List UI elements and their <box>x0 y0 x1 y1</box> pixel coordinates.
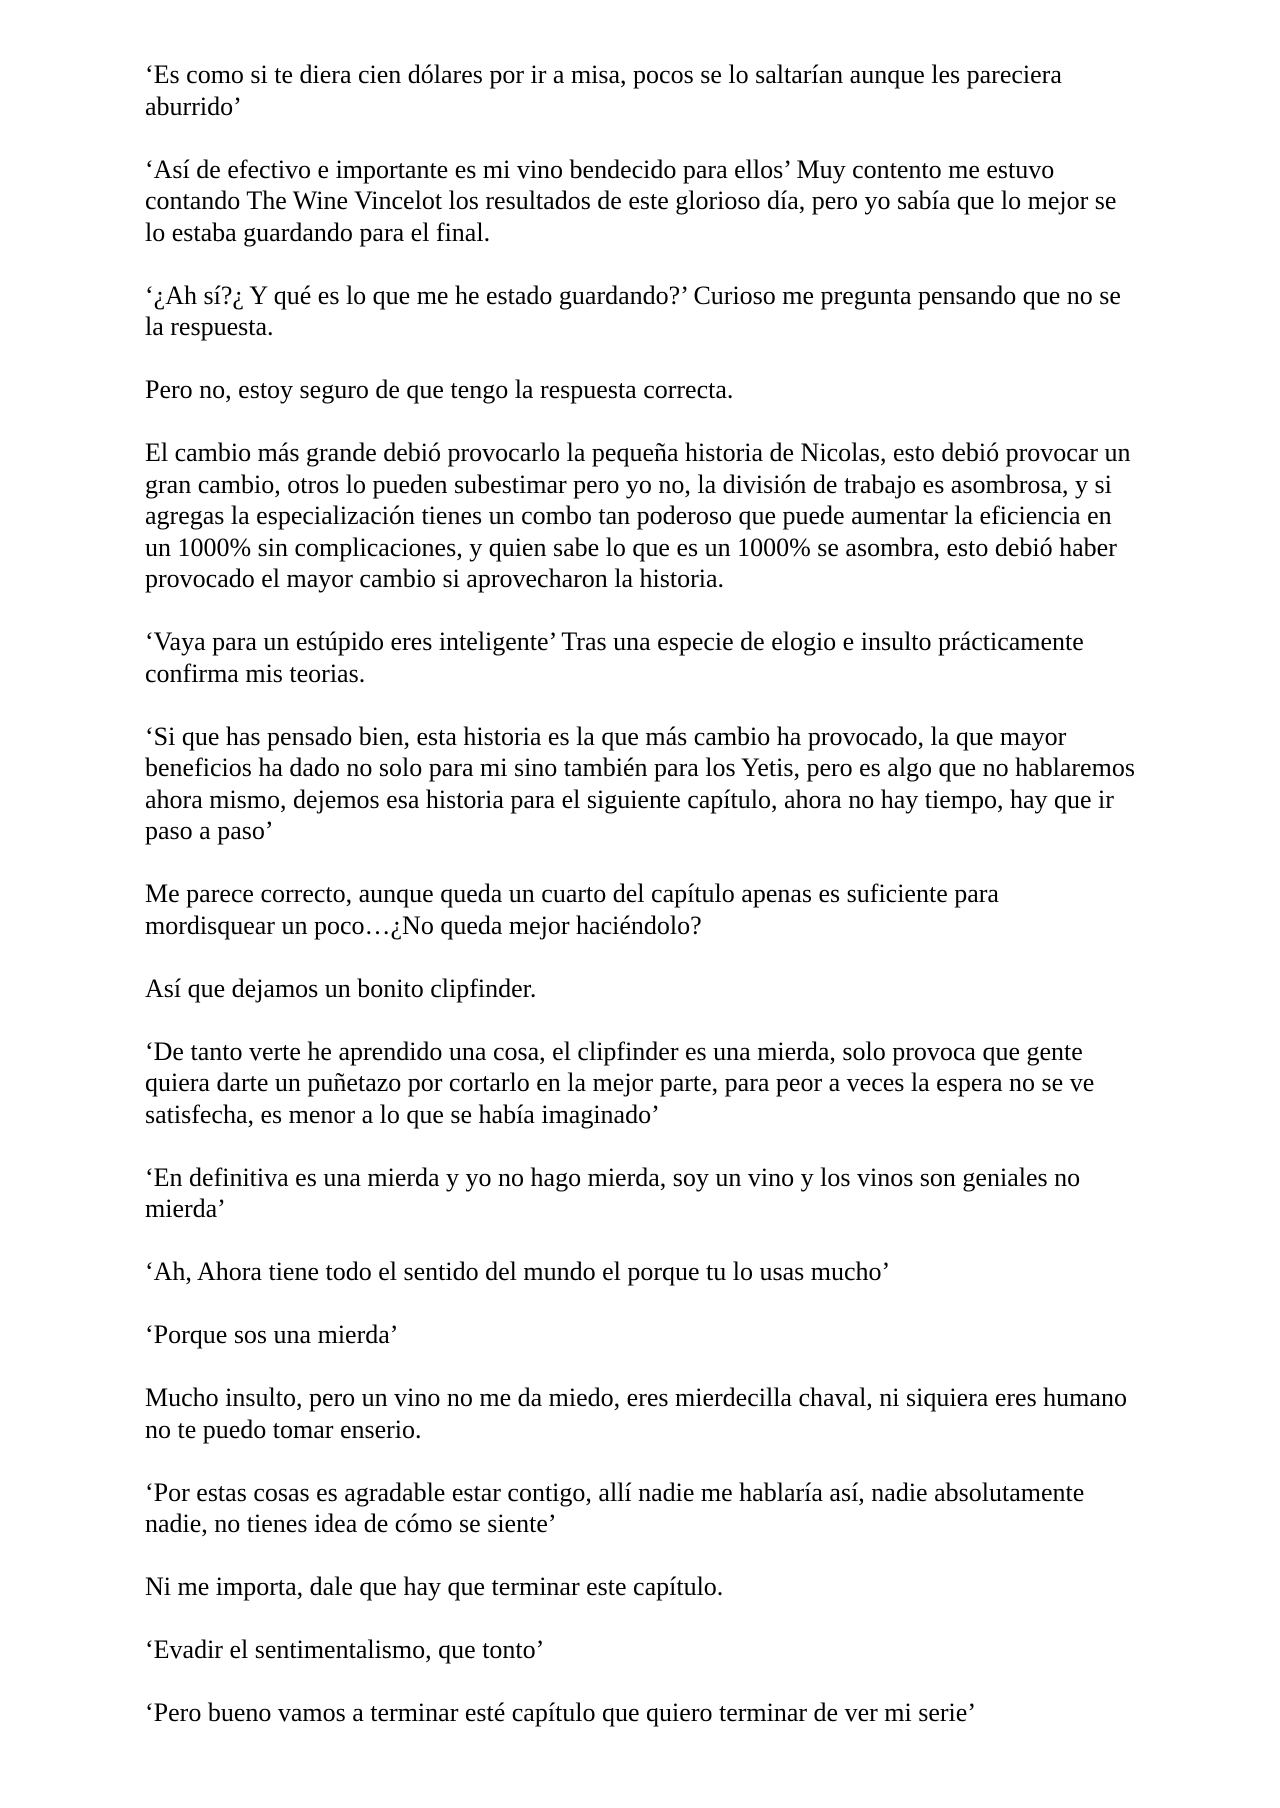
paragraph: ‘Pero bueno vamos a terminar esté capítulo que quiero terminar de ver mi serie’ <box>145 1698 976 1727</box>
paragraph: Ni me importa, dale que hay que terminar este capítulo. <box>145 1572 724 1601</box>
paragraph: ‘¿Ah sí?¿ Y qué es lo que me he estado guardando?’ Curioso me pregunta pensando que no se la respuesta. <box>145 280 1121 341</box>
paragraph: ‘Por estas cosas es agradable estar contigo, allí nadie me hablaría así, nadie absolutamente nadie, no tienes idea de cómo se siente’ <box>145 1477 1085 1538</box>
paragraph: ‘Evadir el sentimentalismo, que tonto’ <box>145 1635 545 1664</box>
paragraph: Así que dejamos un bonito clipfinder. <box>145 973 537 1003</box>
paragraph: El cambio más grande debió provocarlo la pequeña historia de Nicolas, esto debió provocar un gran cambio, otros lo pueden subestimar pero yo no, la división de trabajo es asombrosa, y si agregas la especialización tienes un combo tan poderoso que puede aumentar la eficiencia en un 1000% sin complicaciones, y quien sabe lo que es un 1000% se asombra, esto debió haber provocado el mayor cambio si aprovecharon la historia. <box>145 438 1131 593</box>
paragraph: ‘Es como si te diera cien dólares por ir a misa, pocos se lo saltarían aunque les pareciera aburrido’ <box>145 60 1062 121</box>
paragraph: ‘Si que has pensado bien, esta historia es la que más cambio ha provocado, la que mayor beneficios ha dado no solo para mi sino también para los Yetis, pero es algo que no hablaremos ahora mismo, dejemos esa historia para el siguiente capítulo, ahora no hay tiempo, hay que ir paso a paso’ <box>145 721 1135 845</box>
paragraph: Mucho insulto, pero un vino no me da miedo, eres mierdecilla chaval, ni siquiera eres humano no te puedo tomar enserio. <box>145 1383 1127 1444</box>
paragraph: ‘Así de efectivo e importante es mi vino bendecido para ellos’ Muy contento me estuvo contando The Wine Vincelot los resultados de este glorioso día, pero yo sabía que lo mejor se lo estaba guardando para el final. <box>145 154 1117 247</box>
paragraph: ‘En definitiva es una mierda y yo no hago mierda, soy un vino y los vinos son geniales no mierda’ <box>145 1162 1081 1223</box>
paragraph: ‘Vaya para un estúpido eres inteligente’ Tras una especie de elogio e insulto prácticamente confirma mis teorias. <box>145 627 1084 688</box>
paragraph: ‘Porque sos una mierda’ <box>145 1320 399 1349</box>
paragraph: Me parece correcto, aunque queda un cuarto del capítulo apenas es suficiente para mordisquear un poco…¿No queda mejor haciéndolo? <box>145 879 999 940</box>
paragraph: Pero no, estoy seguro de que tengo la respuesta correcta. <box>145 375 734 404</box>
paragraph: ‘Ah, Ahora tiene todo el sentido del mundo el porque tu lo usas mucho’ <box>145 1257 891 1286</box>
document-body <box>145 59 1135 1729</box>
paragraph: ‘De tanto verte he aprendido una cosa, el clipfinder es una mierda, solo provoca que gente quiera darte un puñetazo por cortarlo en la mejor parte, para peor a veces la espera no se ve satisfecha, es menor a lo que se había imaginado’ <box>145 1036 1095 1129</box>
